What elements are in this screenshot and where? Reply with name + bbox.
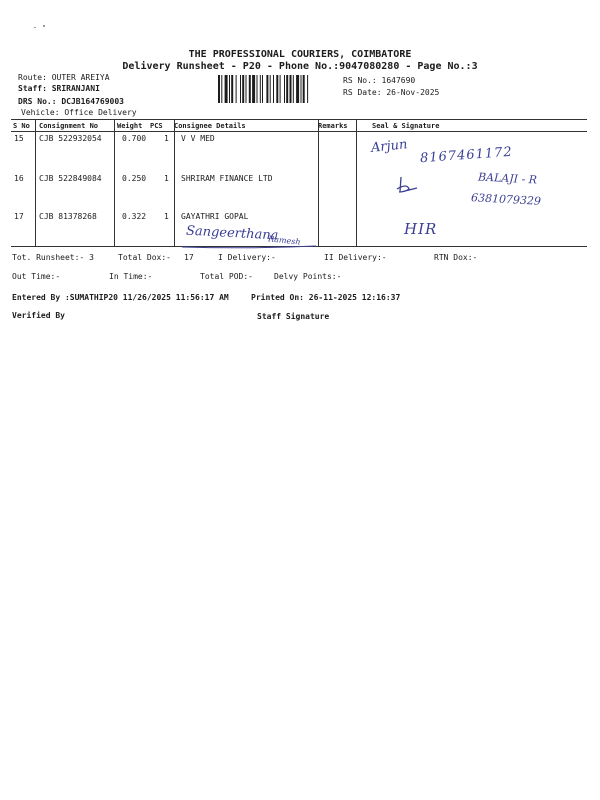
rs-date: RS Date: 26-Nov-2025 <box>343 88 440 97</box>
cell-sno: 17 <box>14 212 24 221</box>
delvy-points: Delvy Points:- <box>274 272 342 281</box>
scan-speck <box>43 25 45 27</box>
barcode-bar <box>270 75 271 103</box>
route-label: Route: OUTER AREIYA <box>18 73 110 82</box>
cell-consignee: GAYATHRI GOPAL <box>181 212 249 221</box>
barcode-bar <box>266 75 268 103</box>
total-pod: Total POD:- <box>200 272 253 281</box>
cell-sno: 15 <box>14 134 24 143</box>
total-dox-value: 17 <box>184 253 194 262</box>
vehicle-label: Vehicle: Office Delivery <box>21 108 137 117</box>
col-header-seal-signature: Seal & Signature <box>372 122 440 130</box>
handwritten-phone: 8167461172 <box>419 144 514 167</box>
table-header-rule <box>11 131 587 132</box>
col-header-weight: Weight <box>117 122 143 130</box>
barcode-bar <box>276 75 278 103</box>
col-header-consignee: Consignee Details <box>174 122 246 130</box>
barcode-bar <box>231 75 233 103</box>
cell-sno: 16 <box>14 174 24 183</box>
barcode <box>218 75 338 103</box>
verified-by: Verified By <box>12 311 65 320</box>
col-header-remarks: Remarks <box>318 122 348 130</box>
signature-scribble <box>395 175 421 195</box>
barcode-bar <box>229 75 230 103</box>
staff-label: Staff: SRIRANJANI <box>18 84 100 93</box>
barcode-bar <box>290 75 292 103</box>
printed-on: Printed On: 26-11-2025 12:16:37 <box>251 293 401 302</box>
barcode-bar <box>296 75 299 103</box>
handwritten-note: Sangeerthana <box>185 223 279 244</box>
company-title: THE PROFESSIONAL COURIERS, COIMBATORE <box>188 49 412 60</box>
cell-consignee: V V MED <box>181 134 215 143</box>
cell-pcs: 1 <box>164 134 169 143</box>
handwritten-underline <box>180 244 320 250</box>
col-header-sno: S No <box>13 122 30 130</box>
barcode-bar <box>252 75 255 103</box>
barcode-bar <box>284 75 285 103</box>
barcode-bar <box>240 75 241 103</box>
table-top-rule <box>11 119 587 120</box>
handwritten-signature: Arjun <box>370 137 409 156</box>
handwritten-phone: 6381079329 <box>470 191 542 208</box>
ii-delivery: II Delivery:- <box>324 253 387 262</box>
barcode-bar <box>286 75 288 103</box>
col-header-pcs: PCS <box>150 122 163 130</box>
barcode-bar <box>293 75 294 103</box>
col-divider <box>356 119 357 246</box>
rtn-dox: RTN Dox:- <box>434 253 478 262</box>
barcode-bar <box>242 75 244 103</box>
cell-consignment: CJB 522849084 <box>39 174 102 183</box>
i-delivery: I Delivery:- <box>218 253 276 262</box>
barcode-bar <box>262 75 263 103</box>
col-divider <box>174 119 175 246</box>
drs-number: DRS No.: DCJB164769003 <box>18 97 124 106</box>
col-divider <box>114 119 115 246</box>
in-time: In Time:- <box>109 272 153 281</box>
entered-by: Entered By :SUMATHIP20 11/26/2025 11:56:17 AM <box>12 293 229 302</box>
barcode-bar <box>246 75 247 103</box>
cell-consignment: CJB 522932054 <box>39 134 102 143</box>
cell-consignment: CJB 81378268 <box>39 212 97 221</box>
handwritten-signature: HIR <box>404 220 438 238</box>
runsheet-title: Delivery Runsheet - P20 - Phone No.:9047080280 - Page No.:3 <box>122 61 478 72</box>
total-dox-label: Total Dox:- <box>118 253 171 262</box>
out-time: Out Time:- <box>12 272 61 281</box>
barcode-bar <box>221 75 222 103</box>
cell-consignee: SHRIRAM FINANCE LTD <box>181 174 273 183</box>
barcode-bar <box>257 75 258 103</box>
barcode-bar <box>303 75 305 103</box>
handwritten-name: BALAJI - R <box>477 170 538 187</box>
tot-runsheet: Tot. Runsheet:- 3 <box>12 253 94 262</box>
cell-weight: 0.250 <box>122 174 147 183</box>
col-divider <box>35 119 36 246</box>
barcode-bar <box>301 75 302 103</box>
barcode-bar <box>218 75 220 103</box>
cell-pcs: 1 <box>164 212 169 221</box>
barcode-bar <box>260 75 261 103</box>
handwritten-note: Ramesh <box>267 234 301 247</box>
col-header-consignment: Consignment No <box>39 122 99 130</box>
barcode-bar <box>307 75 308 103</box>
staff-signature: Staff Signature <box>257 312 330 321</box>
barcode-bar <box>249 75 251 103</box>
rs-number: RS No.: 1647690 <box>343 76 416 85</box>
scan-speck <box>34 27 36 28</box>
barcode-bar <box>273 75 274 103</box>
barcode-bar <box>236 75 237 103</box>
col-divider <box>318 119 319 246</box>
barcode-bar <box>225 75 228 103</box>
cell-weight: 0.700 <box>122 134 147 143</box>
cell-pcs: 1 <box>164 174 169 183</box>
cell-weight: 0.322 <box>122 212 147 221</box>
barcode-bar <box>280 75 281 103</box>
